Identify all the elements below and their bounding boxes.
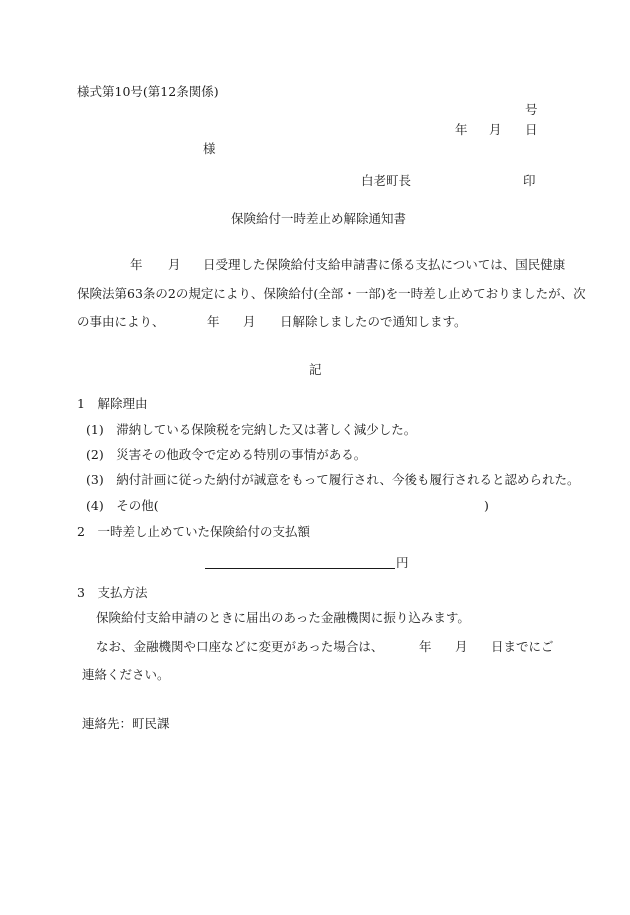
reason-other-label: (4) その他( [86,498,159,513]
section1-heading: 1 解除理由 [77,396,148,411]
payment-method-year: 年 [419,639,432,654]
body-line3-prefix: の事由により、 [77,314,165,329]
body-line3-month: 月 [243,314,256,329]
body-line2-text: 保険法第63条の2の規定により、保険給付(全部・一部)を一時差し止めておりましたが、次 [77,286,586,301]
payment-method-line3: 連絡ください。 [82,667,170,682]
amount-unit: 円 [396,555,409,570]
body-line1-month: 月 [168,257,181,272]
date-month-label: 月 [489,122,502,137]
amount-blank-line [205,568,395,569]
date-year-label: 年 [455,122,468,137]
section3-heading: 3 支払方法 [77,585,148,600]
addressee-suffix: 様 [203,141,216,156]
payment-method-line1: 保険給付支給申請のときに届出のあった金融機関に振り込みます。 [96,610,470,625]
document-number-label: 号 [525,102,538,117]
body-line1-text: 日受理した保険給付支給申請書に係る支払については、国民健康 [203,257,566,272]
reason-item: (1) 滞納している保険税を完納した又は著しく減少した。 [86,422,417,437]
document-title: 保険給付一時差止め解除通知書 [231,211,407,226]
form-label: 様式第10号(第12条関係) [77,84,219,99]
reason-item: (3) 納付計画に従った納付が誠意をもって履行され、今後も履行されると認められた。 [86,472,580,487]
reason-other-close: ) [484,498,489,513]
payment-method-month: 月 [455,639,468,654]
seal-label: 印 [523,173,536,188]
contact-info: 連絡先：町民課 [82,716,170,731]
reason-item: (2) 災害その他政令で定める特別の事情がある。 [86,447,367,462]
issuer-name: 白老町長 [361,173,412,188]
payment-method-line2-prefix: なお、金融機関や口座などに変更があった場合は、 [96,639,384,654]
body-line1-year: 年 [130,257,143,272]
body-line3-text: 日解除しましたので通知します。 [280,314,467,329]
date-day-label: 日 [525,122,538,137]
payment-method-line2-rest: 日までにご [491,639,554,654]
body-line3-year: 年 [207,314,220,329]
ki-marker: 記 [309,362,322,377]
section2-heading: 2 一時差し止めていた保険給付の支払額 [77,524,310,539]
